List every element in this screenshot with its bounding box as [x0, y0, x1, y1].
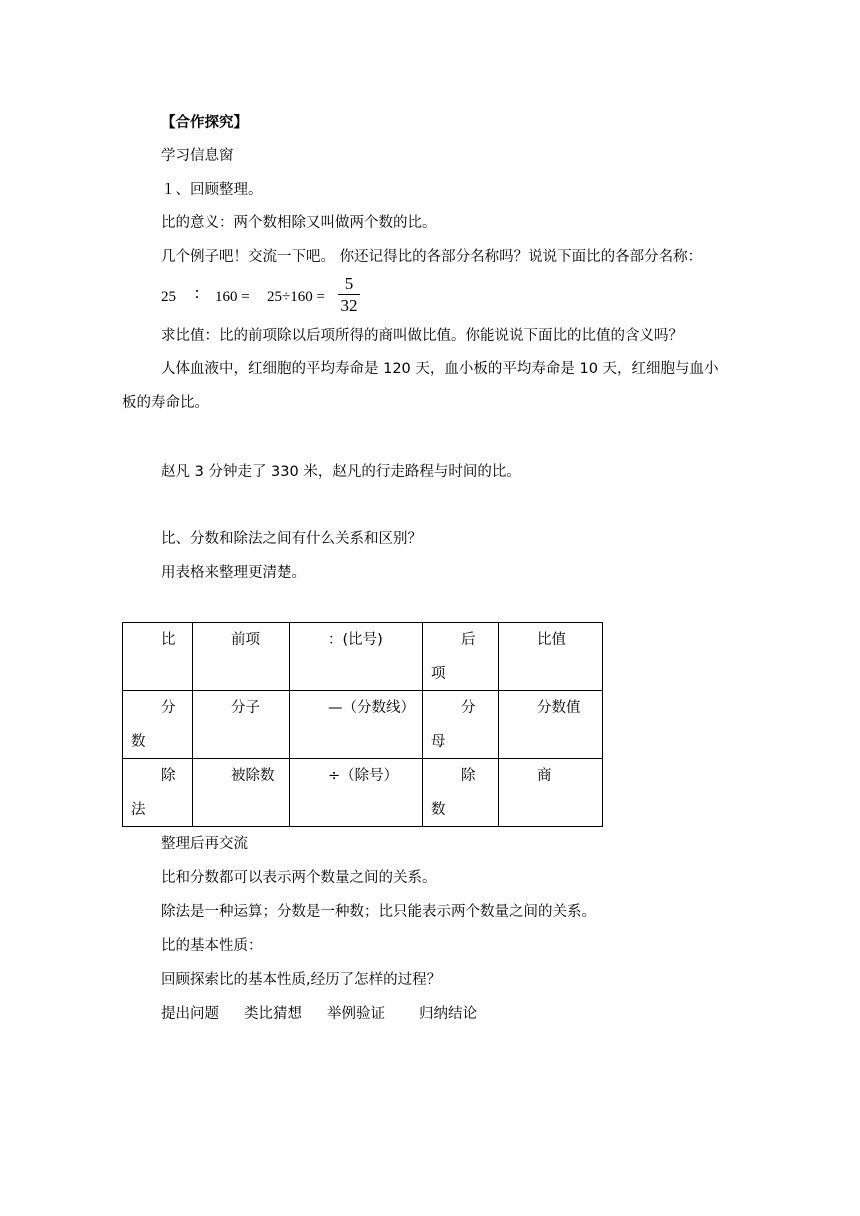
- table-cell: 除 数: [423, 759, 499, 827]
- section-heading: 【合作探究】: [161, 115, 248, 131]
- ratio-meaning: 比的意义：两个数相除又叫做两个数的比。: [161, 215, 437, 231]
- table-cell: 商: [499, 759, 603, 827]
- formula-left: 25: [161, 289, 176, 305]
- table-cell: —（分数线）: [290, 691, 423, 759]
- table-cell: ：(比号): [290, 623, 423, 691]
- table-cell: 后 项: [423, 623, 499, 691]
- table-cell: 除 法: [123, 759, 193, 827]
- zhaofan-question: 赵凡 3 分钟走了 330 米，赵凡的行走路程与时间的比。: [161, 464, 521, 480]
- table-cell: 分 数: [123, 691, 193, 759]
- fraction: [338, 274, 360, 315]
- examples-prompt: 几个例子吧！交流一下吧。 你还记得比的各部分名称吗？说说下面比的各部分名称：: [161, 249, 703, 265]
- both-express-relation: 比和分数都可以表示两个数量之间的关系。: [161, 870, 437, 886]
- table-cell: 比值: [499, 623, 603, 691]
- table-cell: 分子: [193, 691, 290, 759]
- formula-colon: ∶: [195, 287, 199, 303]
- review-process-question: 回顾探索比的基本性质,经历了怎样的过程？: [161, 972, 442, 988]
- comparison-table: [122, 622, 603, 827]
- step-item: 类比猜想: [244, 1006, 302, 1022]
- table-row: [123, 691, 603, 759]
- fraction-bar: [338, 294, 360, 295]
- table-row: [123, 623, 603, 691]
- formula-right: 160 =: [215, 289, 250, 305]
- step-item: 归纳结论: [419, 1006, 477, 1022]
- table-cell: 前项: [193, 623, 290, 691]
- table-cell: 分 母: [423, 691, 499, 759]
- table-row: [123, 759, 603, 827]
- blood-question-line1: 人体血液中，红细胞的平均寿命是 120 天，血小板的平均寿命是 10 天，红细胞与血小: [161, 361, 719, 377]
- section-1-title: １、回顾整理。: [161, 182, 263, 198]
- table-cell: 分数值: [499, 691, 603, 759]
- after-table-note: 整理后再交流: [161, 836, 248, 852]
- table-cell: 比: [123, 623, 193, 691]
- ratio-value-definition: 求比值：比的前项除以后项所得的商叫做比值。你能说说下面比的比值的含义吗？: [161, 328, 683, 344]
- blood-question-line2: 板的寿命比。: [122, 395, 209, 411]
- fraction-numerator: 5: [344, 274, 354, 293]
- table-intro: 用表格来整理更清楚。: [161, 565, 306, 581]
- relation-question: 比、分数和除法之间有什么关系和区别？: [161, 531, 422, 547]
- step-item: 提出问题: [161, 1006, 219, 1022]
- basic-property-heading: 比的基本性质：: [161, 938, 263, 954]
- info-window-title: 学习信息窗: [161, 148, 234, 164]
- fraction-denominator: 32: [340, 296, 358, 315]
- table-cell: 被除数: [193, 759, 290, 827]
- table-cell: ÷（除号）: [290, 759, 423, 827]
- formula-division: 25÷160 =: [267, 289, 325, 305]
- division-note: 除法是一种运算；分数是一种数；比只能表示两个数量之间的关系。: [161, 904, 596, 920]
- step-item: 举例验证: [327, 1006, 385, 1022]
